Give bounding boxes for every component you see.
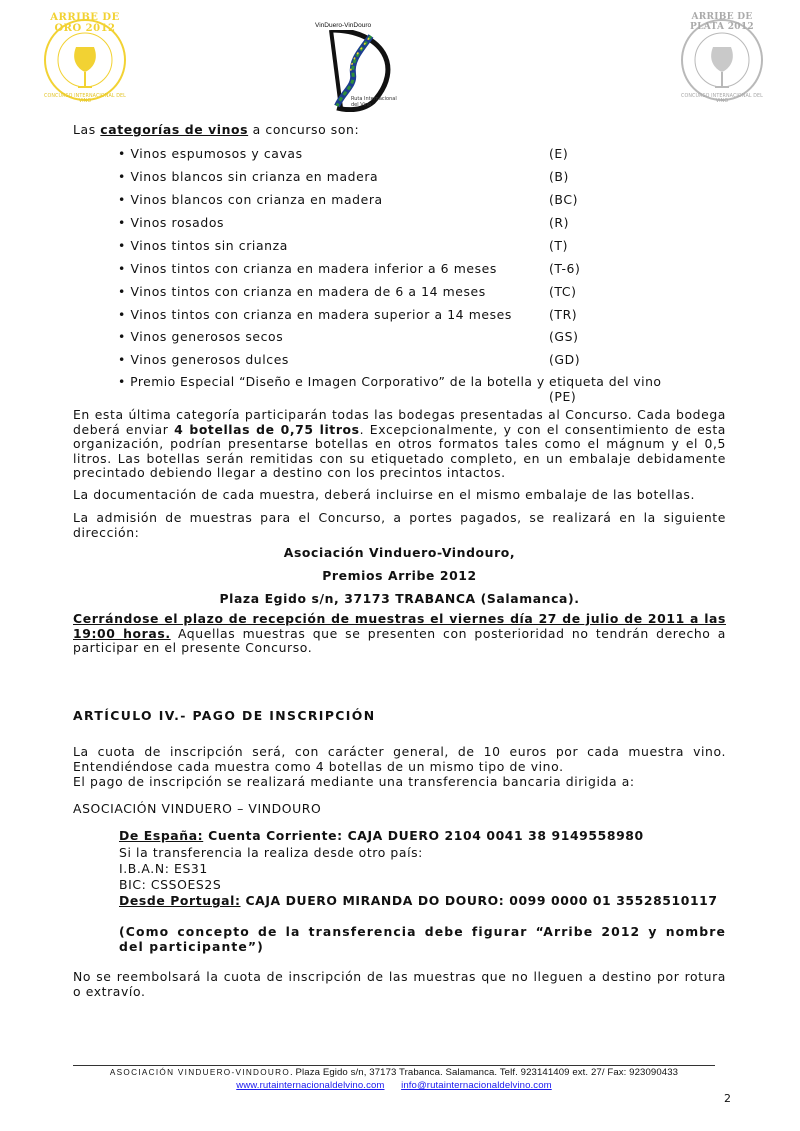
logo-left-subtitle: CONCURSO INTERNACIONAL DEL VINO <box>44 94 126 104</box>
category-code: (GD) <box>549 352 581 367</box>
portugal-account: Desde Portugal: CAJA DUERO MIRANDA DO DOURO: 0099 0000 01 35528510117 <box>119 893 718 908</box>
category-code: (TR) <box>549 307 578 322</box>
fee-paragraph: La cuota de inscripción será, con carácter general, de 10 euros por cada muestra vino. Entendiéndose cada muestra como 4 botellas de un mismo tipo de vino. <box>73 744 726 774</box>
bottles-paragraph: En esta última categoría participarán todas las bodegas presentadas al Concurso. Cada bodega deberá enviar 4 botellas de 0,75 litros. Excepcionalmente, y con el consentimiento de esta organización, podrían presentarse botellas en otros formatos tales como el mágnum y el 0,5 litros. Las botellas serán remitidas con su etiquetado completo, en un embalaje debidamente precintado debiendo llegar a destino con los precintos intactos. <box>73 407 726 481</box>
category-label: • Vinos rosados <box>118 215 225 230</box>
spain-account: De España: Cuenta Corriente: CAJA DUERO 2104 0041 38 9149558980 <box>119 828 644 843</box>
footer-links <box>73 1080 715 1092</box>
logo-right-title: ARRIBE DE PLATA 2012 <box>690 12 754 32</box>
deadline-bold: Cerrándose el plazo de recepción de muestras el viernes día 27 de julio de 2011 a las 19:00 horas. <box>73 611 726 641</box>
iban: I.B.A.N: ES31 <box>119 861 208 876</box>
category-label: • Vinos blancos sin crianza en madera <box>118 169 379 184</box>
deadline-paragraph: Cerrándose el plazo de recepción de muestras el viernes día 27 de julio de 2011 a las 19:00 horas. Aquellas muestras que se presenten con posterioridad no tendrán derecho a participar en el presente Concurso. <box>73 611 726 656</box>
article-heading: ARTÍCULO IV.- PAGO DE INSCRIPCIÓN <box>73 708 376 723</box>
category-code: (GS) <box>549 329 579 344</box>
category-label: • Vinos tintos con crianza en madera inferior a 6 meses <box>118 261 497 276</box>
documentation-paragraph: La documentación de cada muestra, deberá incluirse en el mismo embalaje de las botellas. <box>73 487 696 502</box>
payment-paragraph: El pago de inscripción se realizará mediante una transferencia bancaria dirigida a: <box>73 774 635 789</box>
arribe-de-plata-logo <box>677 12 767 106</box>
category-label: • Vinos tintos sin crianza <box>118 238 288 253</box>
association-name: ASOCIACIÓN VINDUERO – VINDOURO <box>73 801 322 816</box>
page-number: 2 <box>724 1092 731 1105</box>
category-label: • Vinos blancos con crianza en madera <box>118 192 383 207</box>
footer-divider <box>73 1065 715 1066</box>
transfer-concept-note: (Como concepto de la transferencia debe figurar “Arribe 2012 y nombre del participante”) <box>119 924 726 954</box>
category-label: • Vinos tintos con crianza en madera superior a 14 meses <box>118 307 512 322</box>
footer-address: ASOCIACIÓN VINDUERO-VINDOURO. Plaza Egido s/n, 37173 Trabanca. Salamanca. Telf. 923141409 ext. 27/ Fax: 923090433 <box>109 1067 679 1078</box>
category-label: • Vinos espumosos y cavas <box>118 146 303 161</box>
refund-paragraph: No se reembolsará la cuota de inscripción de las muestras que no lleguen a destino por rotura o extravío. <box>73 969 726 999</box>
special-category-code: (PE) <box>549 389 577 404</box>
category-code: (BC) <box>549 192 579 207</box>
logo-right-subtitle: CONCURSO INTERNACIONAL DEL VINO <box>681 94 763 104</box>
logo-center-title: VinDuero-VinDouro <box>315 22 372 29</box>
address-line-1: Asociación Vinduero-Vindouro, <box>283 545 516 560</box>
category-code: (B) <box>549 169 569 184</box>
categories-intro: Las categorías de vinos a concurso son: <box>73 122 360 137</box>
address-line-3: Plaza Egido s/n, 37173 TRABANCA (Salamanca). <box>219 591 580 606</box>
category-code: (E) <box>549 146 569 161</box>
admission-paragraph: La admisión de muestras para el Concurso, a portes pagados, se realizará en la siguiente dirección: <box>73 510 726 540</box>
footer-org: ASOCIACIÓN VINDUERO-VINDOURO <box>109 1068 291 1077</box>
logo-left-title: ARRIBE DE ORO 2012 <box>50 12 120 34</box>
special-category-label: • Premio Especial “Diseño e Imagen Corporativo” de la botella y etiqueta del vino <box>118 374 662 389</box>
categories-intro-bold: categorías de vinos <box>100 122 249 137</box>
category-code: (R) <box>549 215 570 230</box>
category-label: • Vinos generosos secos <box>118 329 284 344</box>
category-code: (T) <box>549 238 569 253</box>
email-link[interactable]: info@rutainternacionaldelvino.com <box>401 1080 552 1091</box>
category-code: (T-6) <box>549 261 581 276</box>
logo-center-subtitle: Ruta Internacional del Vino <box>351 96 397 108</box>
address-line-2: Premios Arribe 2012 <box>322 568 477 583</box>
foreign-transfer-note: Si la transferencia la realiza desde otro país: <box>119 845 423 860</box>
vinduero-vindouro-logo <box>313 10 403 116</box>
bic: BIC: CSSOES2S <box>119 877 222 892</box>
category-code: (TC) <box>549 284 577 299</box>
website-link[interactable]: www.rutainternacionaldelvino.com <box>236 1080 385 1091</box>
arribe-de-oro-logo <box>40 12 130 106</box>
bottles-amount: 4 botellas de 0,75 litros <box>174 421 360 437</box>
category-label: • Vinos tintos con crianza en madera de 6 a 14 meses <box>118 284 486 299</box>
category-label: • Vinos generosos dulces <box>118 352 289 367</box>
